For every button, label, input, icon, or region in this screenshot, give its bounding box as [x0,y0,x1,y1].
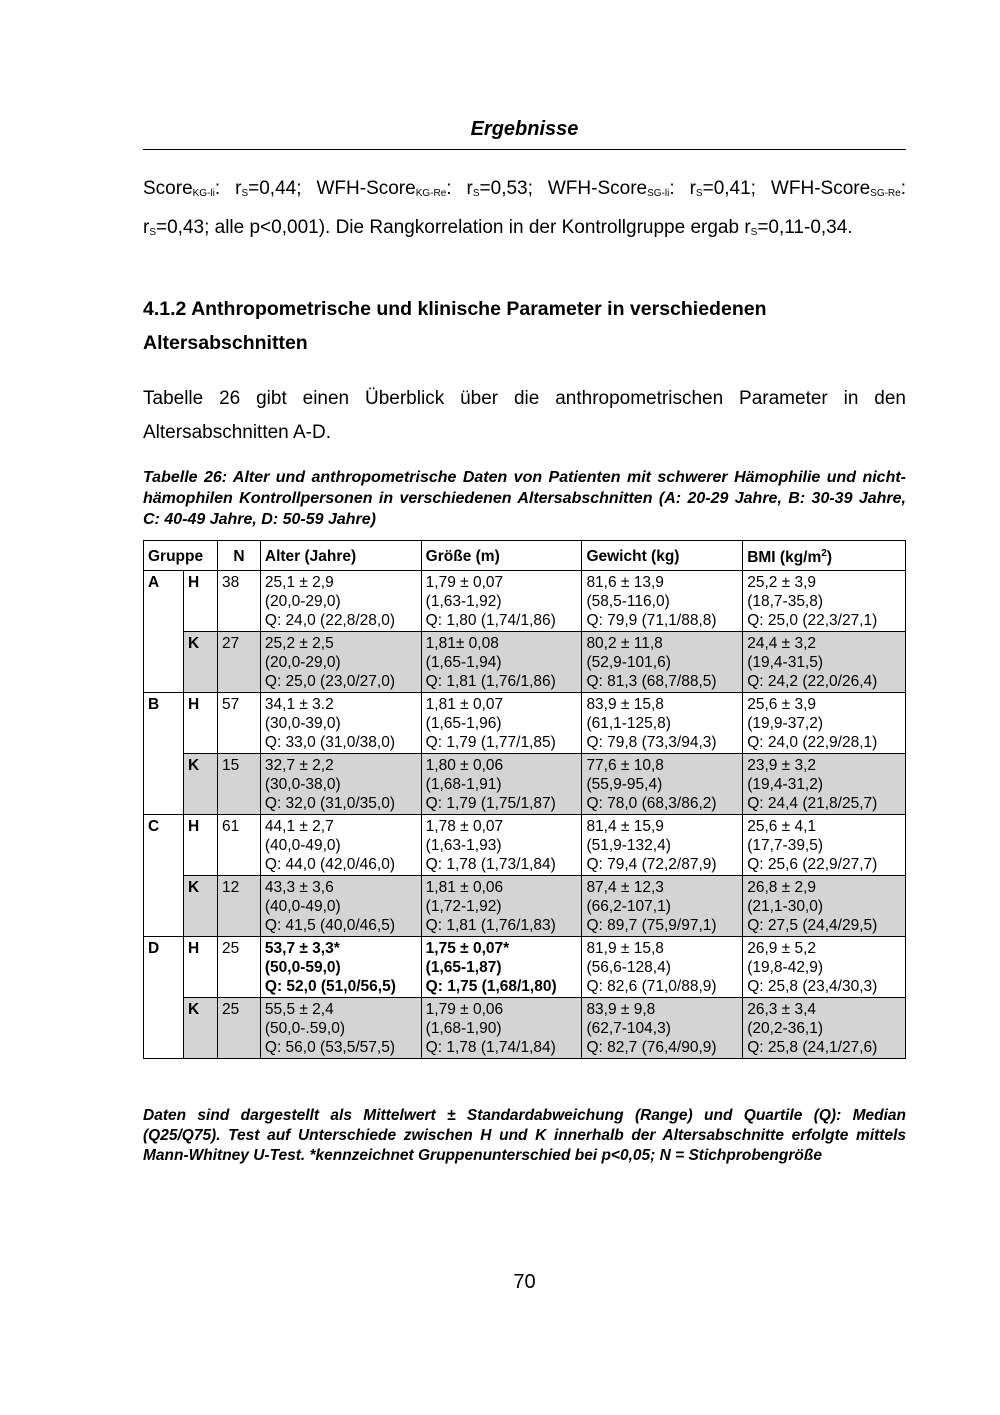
gewicht-line: (62,7-104,3) [586,1020,671,1037]
group-label: A [144,571,184,693]
groesse-cell [421,876,582,937]
gewicht-line: (61,1-125,8) [586,715,671,732]
gewicht-line: (55,9-95,4) [586,776,663,793]
anthropometric-table [143,540,906,1059]
alter-line: 55,5 ± 2,4 [264,1001,334,1018]
gewicht-cell [582,876,743,937]
groesse-line: 1,78 ± 0,07 [425,818,504,835]
header-groesse: Größe (m) [421,541,582,571]
bmi-line: Q: 24,4 (21,8/25,7) [747,795,878,812]
groesse-line: 1,79 ± 0,06 [425,1001,504,1018]
groesse-line: (1,72-1,92) [425,898,502,915]
table-row [144,632,906,693]
bmi-line: 23,9 ± 3,2 [747,757,817,774]
groesse-line: Q: 1,81 (1,76/1,86) [425,673,556,690]
groesse-cell [421,937,582,998]
groesse-cell [421,693,582,754]
header-bmi: BMI $(kg/m^2)$ [743,541,906,571]
n-cell: 27 [217,632,260,693]
gewicht-line: 83,9 ± 9,8 [586,1001,656,1018]
header-alter: Alter (Jahre) [260,541,421,571]
bmi-cell [743,632,906,693]
groesse-line: Q: 1,78 (1,73/1,84) [425,856,556,873]
n-cell: 15 [217,754,260,815]
groesse-line: Q: 1,78 (1,74/1,84) [425,1039,556,1056]
bmi-line: (19,9-37,2) [747,715,824,732]
groesse-line: 1,80 ± 0,06 [425,757,504,774]
bmi-cell [743,876,906,937]
alter-line: Q: 44,0 (42,0/46,0) [264,856,395,873]
gewicht-line: Q: 78,0 (68,3/86,2) [586,795,717,812]
gewicht-line: (56,6-128,4) [586,959,671,976]
gewicht-cell [582,632,743,693]
group-label: C [144,815,184,937]
bmi-line: (19,4-31,2) [747,776,824,793]
bmi-line: Q: 25,8 (24,1/27,6) [747,1039,878,1056]
gewicht-line: Q: 82,6 (71,0/88,9) [586,978,717,995]
n-cell: 38 [217,571,260,632]
bmi-line: (20,2-36,1) [747,1020,824,1037]
groesse-line: (1,63-1,92) [425,593,502,610]
alter-line: 44,1 ± 2,7 [264,818,334,835]
groesse-cell [421,754,582,815]
alter-line: (20,0-29,0) [264,654,341,671]
subgroup-label: H [183,815,217,876]
bmi-line: 25,6 ± 3,9 [747,696,817,713]
alter-line: (40,0-49,0) [264,837,341,854]
group-label: B [144,693,184,815]
groesse-line: Q: 1,80 (1,74/1,86) [425,612,556,629]
table-note: Daten sind dargestellt als Mittelwert ± Standardabweichung (Range) und Quartile (Q): Median (Q25/Q75). Test auf Unterschiede zwischen H und K innerhalb der Altersabschnitte erfolgte mittels Mann-Whitney U-Test. *kennzeichnet Gruppenunterschied bei p<0,05; N = Stichprobengröße [143,1107,906,1164]
alter-line: (20,0-29,0) [264,593,341,610]
n-cell: 25 [217,998,260,1059]
bmi-line: Q: 24,2 (22,0/26,4) [747,673,878,690]
bmi-line: 26,3 ± 3,4 [747,1001,817,1018]
n-cell: 57 [217,693,260,754]
bmi-line: 26,9 ± 5,2 [747,940,817,957]
alter-line: 43,3 ± 3,6 [264,879,334,896]
alter-line: Q: 56,0 (53,5/57,5) [264,1039,395,1056]
table-row [144,571,906,632]
groesse-line: Q: 1,79 (1,77/1,85) [425,734,556,751]
table-row [144,937,906,998]
table-caption: Tabelle 26: Alter und anthropometrische Daten von Patienten mit schwerer Hämophilie und nicht-hämophilen Kontrollpersonen in verschiedenen Altersabschnitten (A: 20-29 Jahre, B: 30-39 Jahre, C: 40-49 Jahre, D: 50-59 Jahre) [143,469,906,528]
table-row [144,693,906,754]
bmi-line: 26,8 ± 2,9 [747,879,817,896]
groesse-line: 1,81± 0,08 [425,635,499,652]
alter-line: Q: 25,0 (23,0/27,0) [264,673,395,690]
overview-paragraph: Tabelle 26 gibt einen Überblick über die anthropometrischen Parameter in den Altersabschnitten A-D. [143,388,906,443]
header-n: N [217,541,260,571]
bmi-line: Q: 27,5 (24,4/29,5) [747,917,878,934]
table-row [144,815,906,876]
alter-line: 25,2 ± 2,5 [264,635,334,652]
alter-line: 25,1 ± 2,9 [264,574,334,591]
bmi-line: (17,7-39,5) [747,837,824,854]
header-rule [143,149,906,150]
alter-cell [260,937,421,998]
bmi-line: 25,2 ± 3,9 [747,574,817,591]
bmi-line: (21,1-30,0) [747,898,824,915]
gewicht-line: 80,2 ± 11,8 [586,635,663,652]
alter-line: Q: 24,0 (22,8/28,0) [264,612,395,629]
bmi-line: (19,4-31,5) [747,654,824,671]
groesse-cell [421,632,582,693]
gewicht-line: 83,9 ± 15,8 [586,696,664,713]
gewicht-line: 81,9 ± 15,8 [586,940,664,957]
running-header: Ergebnisse [470,118,579,140]
gewicht-line: (52,9-101,6) [586,654,671,671]
n-cell: 61 [217,815,260,876]
gewicht-line: 81,4 ± 15,9 [586,818,664,835]
bmi-line: Q: 24,0 (22,9/28,1) [747,734,878,751]
groesse-cell [421,815,582,876]
subgroup-label: K [183,876,217,937]
alter-line: (40,0-49,0) [264,898,341,915]
alter-line: (50,0-59,0) [264,959,341,976]
table-row [144,998,906,1059]
gewicht-line: Q: 79,8 (73,3/94,3) [586,734,717,751]
alter-line: 32,7 ± 2,2 [264,757,334,774]
groesse-cell [421,571,582,632]
gewicht-line: 77,6 ± 10,8 [586,757,664,774]
bmi-line: (19,8-42,9) [747,959,824,976]
groesse-line: Q: 1,79 (1,75/1,87) [425,795,556,812]
gewicht-line: (66,2-107,1) [586,898,671,915]
bmi-cell [743,998,906,1059]
gewicht-line: (58,5-116,0) [586,593,670,610]
bmi-line: (18,7-35,8) [747,593,824,610]
groesse-line: (1,65-1,96) [425,715,502,732]
header-gewicht: Gewicht (kg) [582,541,743,571]
alter-line: Q: 52,0 (51,0/56,5) [264,978,396,995]
gewicht-cell [582,754,743,815]
bmi-cell [743,754,906,815]
gewicht-cell [582,693,743,754]
gewicht-line: Q: 82,7 (76,4/90,9) [586,1039,717,1056]
bmi-line: Q: 25,0 (22,3/27,1) [747,612,878,629]
table-header-row [144,541,906,571]
gewicht-line: Q: 89,7 (75,9/97,1) [586,917,717,934]
gewicht-cell [582,998,743,1059]
n-cell: 12 [217,876,260,937]
n-cell: 25 [217,937,260,998]
gewicht-line: Q: 81,3 (68,7/88,5) [586,673,717,690]
subgroup-label: K [183,998,217,1059]
subgroup-label: K [183,754,217,815]
groesse-line: (1,65-1,94) [425,654,502,671]
groesse-line: (1,68-1,90) [425,1020,502,1037]
subgroup-label: H [183,571,217,632]
gewicht-line: Q: 79,9 (71,1/88,8) [586,612,717,629]
groesse-line: 1,75 ± 0,07* [425,940,510,957]
groesse-line: 1,81 ± 0,06 [425,879,504,896]
header-gruppe: Gruppe [144,541,218,571]
alter-line: 34,1 ± 3.2 [264,696,334,713]
intro-paragraph: Score$_{KG-li}$: $r_S=0,44$; WFH-Score$_{KG-Re}$: $r_S=0,53$; WFH-Score$_{SG-li}$: $r_S=0,41$; WFH-Score$_{SG-Re}$: $r_S=0,43$; alle p<0,001). Die Rangkorrelation in der Kontrollgruppe ergab $r_S=0,11-0,34$. [143,178,906,238]
alter-line: Q: 32,0 (31,0/35,0) [264,795,395,812]
groesse-cell [421,998,582,1059]
subgroup-label: H [183,937,217,998]
gewicht-cell [582,937,743,998]
subgroup-label: H [183,693,217,754]
bmi-line: 25,6 ± 4,1 [747,818,817,835]
group-label: D [144,937,184,1059]
gewicht-line: (51,9-132,4) [586,837,671,854]
groesse-line: Q: 1,81 (1,76/1,83) [425,917,556,934]
groesse-line: Q: 1,75 (1,68/1,80) [425,978,557,995]
groesse-line: 1,79 ± 0,07 [425,574,504,591]
alter-line: (30,0-38,0) [264,776,341,793]
groesse-line: (1,68-1,91) [425,776,502,793]
section-heading: 4.1.2 Anthropometrische und klinische Parameter in verschiedenen Altersabschnitten [143,298,767,354]
alter-cell [260,815,421,876]
groesse-line: 1,81 ± 0,07 [425,696,504,713]
alter-cell [260,998,421,1059]
page-number: 70 [513,1271,536,1293]
alter-line: 53,7 ± 3,3* [264,940,340,957]
bmi-cell [743,693,906,754]
gewicht-cell [582,815,743,876]
gewicht-line: 87,4 ± 12,3 [586,879,664,896]
alter-cell [260,632,421,693]
bmi-cell [743,815,906,876]
bmi-line: Q: 25,8 (23,4/30,3) [747,978,878,995]
alter-cell [260,876,421,937]
gewicht-line: 81,6 ± 13,9 [586,574,664,591]
table-row [144,876,906,937]
alter-cell [260,693,421,754]
alter-line: Q: 41,5 (40,0/46,5) [264,917,395,934]
bmi-cell [743,937,906,998]
groesse-line: (1,63-1,93) [425,837,502,854]
subgroup-label: K [183,632,217,693]
alter-line: (50,0-.59,0) [264,1020,346,1037]
gewicht-line: Q: 79,4 (72,2/87,9) [586,856,717,873]
alter-line: (30,0-39,0) [264,715,341,732]
table-row [144,754,906,815]
alter-line: Q: 33,0 (31,0/38,0) [264,734,395,751]
bmi-cell [743,571,906,632]
groesse-line: (1,65-1,87) [425,959,502,976]
alter-cell [260,571,421,632]
gewicht-cell [582,571,743,632]
bmi-line: Q: 25,6 (22,9/27,7) [747,856,878,873]
alter-cell [260,754,421,815]
bmi-line: 24,4 ± 3,2 [747,635,817,652]
